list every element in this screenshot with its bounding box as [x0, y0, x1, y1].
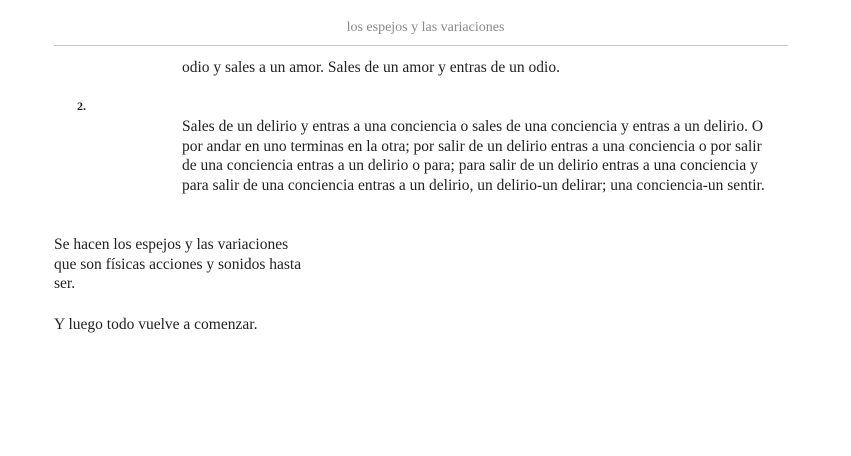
paragraph-line: por andar en uno terminas en la otra; por salir de un delirio entras a una conciencia o por salir	[182, 137, 762, 155]
paragraph-line: para salir de una conciencia entras a un delirio, un delirio-un delirar; una conciencia-un sentir.	[182, 176, 765, 194]
paragraph-line: de una conciencia entras a un delirio o para; para salir de un delirio entras a una conciencia y	[182, 157, 758, 174]
poem-line: Se hacen los espejos y las variaciones	[54, 236, 289, 253]
paragraph-line: Sales de un delirio y entras a una conciencia o sales de una conciencia y entras a un delirio. O	[182, 118, 764, 135]
continued-paragraph: odio y sales a un amor. Sales de un amor y entras de un odio.	[182, 59, 560, 76]
poem-line: ser.	[54, 275, 76, 292]
running-header: los espejos y las variaciones	[346, 20, 505, 35]
header-divider	[54, 45, 788, 46]
section-paragraph	[182, 117, 792, 195]
poem-line: que son físicas acciones y sonidos hasta	[54, 255, 302, 273]
poem-stanza	[54, 235, 301, 294]
section-number: 2.	[77, 99, 86, 113]
closing-line: Y luego todo vuelve a comenzar.	[54, 316, 258, 333]
